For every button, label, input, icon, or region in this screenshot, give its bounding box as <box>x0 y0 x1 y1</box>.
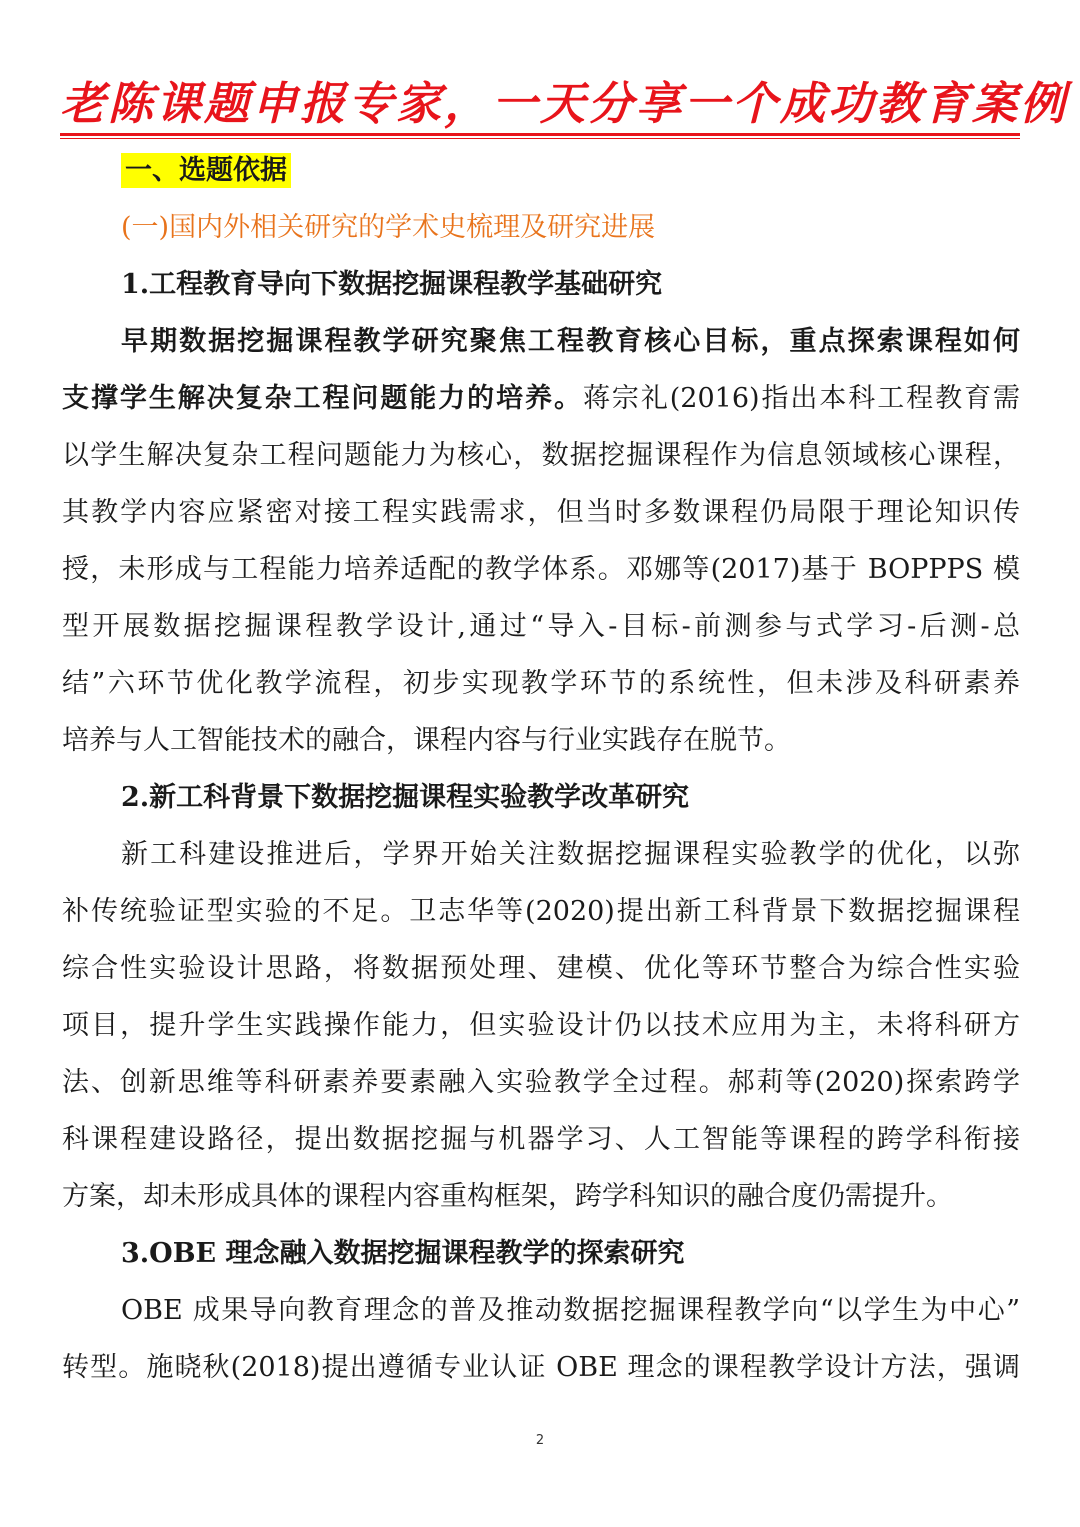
paragraph-line: 科课程建设路径，提出数据挖掘与机器学习、人工智能等课程的跨学科衔接 <box>62 1124 1020 1155</box>
paragraph-line: 方案，却未形成具体的课程内容重构框架，跨学科知识的融合度仍需提升。 <box>62 1181 953 1212</box>
paragraph-line: 项目，提升学生实践操作能力，但实验设计仍以技术应用为主，未将科研方 <box>62 1010 1020 1041</box>
topic-heading: 2.新工科背景下数据挖掘课程实验教学改革研究 <box>121 782 690 813</box>
topic-heading: 3.OBE 理念融入数据挖掘课程教学的探索研究 <box>121 1238 685 1269</box>
paragraph-line: 综合性实验设计思路，将数据预处理、建模、优化等环节整合为综合性实验 <box>62 953 1020 984</box>
document-body <box>62 142 1020 1396</box>
banner-title: 老陈课题申报专家，一天分享一个成功教育案例 <box>60 77 1069 130</box>
paragraph-line: 补传统验证型实验的不足。卫志华等(2020)提出新工科背景下数据挖掘课程 <box>62 896 1020 927</box>
paragraph-line: 结”六环节优化教学流程，初步实现教学环节的系统性，但未涉及科研素养 <box>62 668 1020 699</box>
section-subheading: (一)国内外相关研究的学术史梳理及研究进展 <box>121 212 656 243</box>
paragraph-line: 培养与人工智能技术的融合，课程内容与行业实践存在脱节。 <box>62 725 791 756</box>
banner-rule-thick <box>60 133 1020 136</box>
section-heading: 一、选题依据 <box>121 153 291 188</box>
section-heading-line <box>62 142 1020 199</box>
banner-rule-thin <box>60 138 1020 139</box>
paragraph-line: 法、创新思维等科研素养要素融入实验教学全过程。郝莉等(2020)探索跨学 <box>62 1067 1020 1098</box>
paragraph-bold-text: 支撑学生解决复杂工程问题能力的培养。 <box>62 383 583 414</box>
paragraph-line: 其教学内容应紧密对接工程实践需求，但当时多数课程仍局限于理论知识传 <box>62 497 1020 528</box>
page-number: 2 <box>535 1433 545 1448</box>
topic-heading: 1.工程教育导向下数据挖掘课程教学基础研究 <box>121 269 663 300</box>
paragraph-line: 以学生解决复杂工程问题能力为核心，数据挖掘课程作为信息领域核心课程， <box>62 440 1020 471</box>
paragraph-line: 新工科建设推进后，学界开始关注数据挖掘课程实验教学的优化，以弥 <box>121 839 1020 870</box>
paragraph-text: 蒋宗礼(2016)指出本科工程教育需 <box>582 383 1021 414</box>
paragraph-line <box>62 370 1020 427</box>
paragraph-line: 型开展数据挖掘课程教学设计,通过“导入-目标-前测参与式学习-后测-总 <box>62 611 1020 642</box>
paragraph-line: OBE 成果导向教育理念的普及推动数据挖掘课程教学向“以学生为中心” <box>121 1295 1020 1326</box>
paragraph-line: 转型。施晓秋(2018)提出遵循专业认证 OBE 理念的课程教学设计方法，强调 <box>62 1352 1020 1383</box>
paragraph-line: 早期数据挖掘课程教学研究聚焦工程教育核心目标，重点探索课程如何 <box>121 326 1020 357</box>
paragraph-line: 授，未形成与工程能力培养适配的教学体系。邓娜等(2017)基于 BOPPPS 模 <box>62 554 1020 585</box>
